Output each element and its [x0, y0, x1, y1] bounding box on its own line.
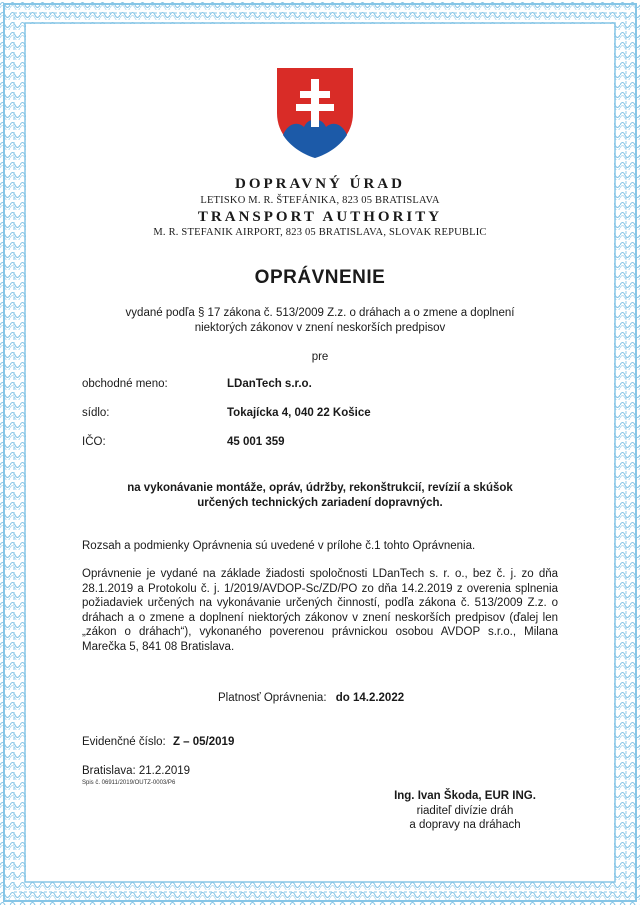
document-title: OPRÁVNENIE	[254, 267, 386, 288]
validity-label: Platnosť Oprávnenia:	[218, 692, 327, 704]
signatory-name: Ing. Ivan Škoda, EUR ING.	[394, 790, 536, 802]
for-label: pre	[311, 351, 329, 363]
ico-value: 45 001 359	[227, 436, 285, 448]
scope-paragraph: Rozsah a podmienky Oprávnenia sú uvedené v prílohe č.1 tohto Oprávnenia.	[82, 540, 476, 552]
authority-name-sk: DOPRAVNÝ ÚRAD	[235, 176, 405, 192]
slovak-coat-of-arms-icon	[274, 65, 356, 160]
ico-label: IČO:	[82, 436, 106, 448]
document-subtitle-line1: vydané podľa § 17 zákona č. 513/2009 Z.z. o dráhach a o zmene a doplnení	[125, 307, 515, 319]
signatory-role-line2: a dopravy na dráhach	[409, 819, 521, 831]
evidence-value: Z – 05/2019	[172, 736, 235, 748]
purpose-line2: určených technických zariadení dopravných.	[197, 497, 443, 509]
place-date: Bratislava: 21.2.2019	[82, 765, 191, 777]
evidence-number	[82, 736, 234, 748]
file-number: Spis č. 06911/2019/OUTZ-0003/P6	[82, 780, 176, 786]
company-name-value: LDanTech s.r.o.	[227, 378, 312, 390]
basis-paragraph: Oprávnenie je vydané na základe žiadosti spoločnosti LDanTech s. r. o., bez č. j. zo dňa 28.1.2019 a Protokolu č. j. 1/2019/AVDOP-Sc/ZD/PO zo dňa 14.2.2019 z overenia splnenia požiadaviek určených na vykonávanie určených činností, podľa zákona č. 513/2009 Z.z. o dráhach a o zmene a doplnení niektorých zákonov v znení neskorších predpisov (ďalej len „zákon o dráhach“), vykonaného poverenou právnickou osobou AVDOP s.r.o., Milana Marečka 5, 841 08 Bratislava.	[82, 568, 558, 653]
validity-value: do 14.2.2022	[335, 692, 405, 704]
authority-address-en: M. R. STEFANIK AIRPORT, 823 05 BRATISLAVA, SLOVAK REPUBLIC	[153, 227, 487, 238]
authority-address-sk: LETISKO M. R. ŠTEFÁNIKA, 823 05 BRATISLAVA	[200, 195, 440, 206]
evidence-label: Evidenčné číslo:	[82, 736, 166, 748]
signatory-role-line1: riaditeľ divízie dráh	[416, 804, 514, 817]
seat-label: sídlo:	[82, 407, 110, 419]
seat-value: Tokajícka 4, 040 22 Košice	[227, 407, 371, 419]
validity	[218, 692, 404, 704]
authority-name-en: TRANSPORT AUTHORITY	[197, 209, 443, 225]
signature-block	[350, 789, 580, 833]
purpose-line1: na vykonávanie montáže, opráv, údržby, rekonštrukcií, revízií a skúšok	[127, 482, 513, 494]
company-name-label: obchodné meno:	[82, 378, 168, 390]
document-subtitle-line2: niektorých zákonov v znení neskorších predpisov	[194, 322, 446, 334]
